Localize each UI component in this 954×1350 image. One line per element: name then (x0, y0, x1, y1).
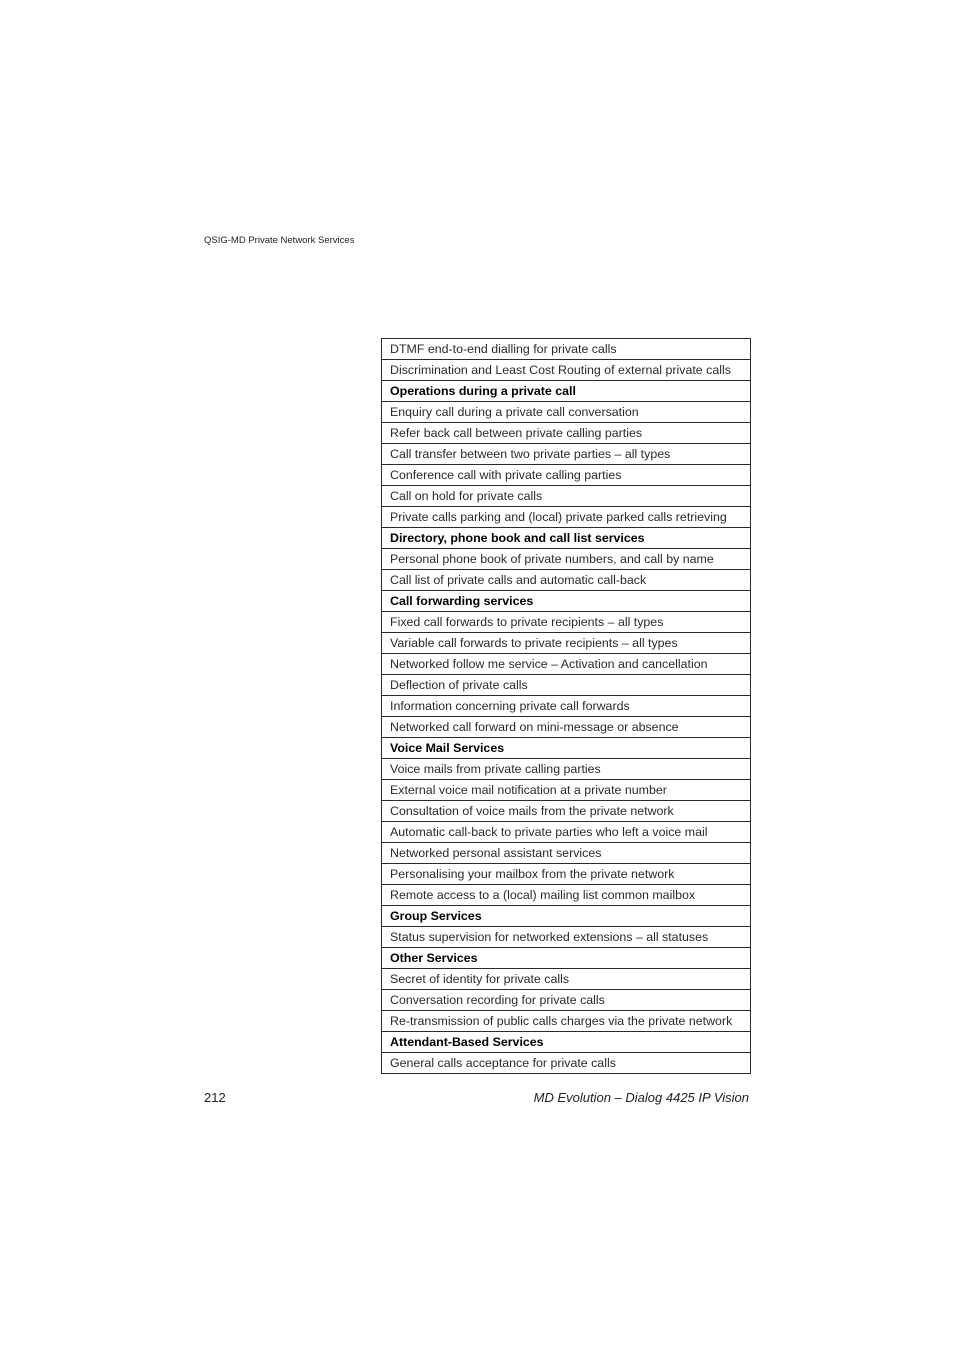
table-cell: Automatic call-back to private parties who left a voice mail (382, 822, 751, 843)
table-cell: Networked follow me service – Activation and cancellation (382, 654, 751, 675)
table-cell: Remote access to a (local) mailing list common mailbox (382, 885, 751, 906)
table-cell: Consultation of voice mails from the private network (382, 801, 751, 822)
table-cell: Variable call forwards to private recipients – all types (382, 633, 751, 654)
table-row (382, 717, 751, 738)
table-cell: Status supervision for networked extensions – all statuses (382, 927, 751, 948)
section-heading-row (382, 738, 751, 759)
table-cell: Call on hold for private calls (382, 486, 751, 507)
table-row (382, 1053, 751, 1074)
table-cell: Refer back call between private calling parties (382, 423, 751, 444)
table-row (382, 780, 751, 801)
table-row (382, 507, 751, 528)
table-cell: Personal phone book of private numbers, and call by name (382, 549, 751, 570)
table-cell: Call transfer between two private parties – all types (382, 444, 751, 465)
table-row (382, 486, 751, 507)
section-heading-cell: Operations during a private call (382, 381, 751, 402)
table-row (382, 801, 751, 822)
table-row (382, 423, 751, 444)
table-row (382, 864, 751, 885)
section-heading-cell: Attendant-Based Services (382, 1032, 751, 1053)
table-cell: Secret of identity for private calls (382, 969, 751, 990)
section-heading-cell: Voice Mail Services (382, 738, 751, 759)
page-number: 212 (204, 1090, 226, 1105)
table-row (382, 759, 751, 780)
section-heading-row (382, 906, 751, 927)
table-cell: Networked call forward on mini-message or absence (382, 717, 751, 738)
table-row (382, 885, 751, 906)
section-heading-cell: Directory, phone book and call list services (382, 528, 751, 549)
table-row (382, 969, 751, 990)
services-table-body (382, 339, 751, 1074)
table-row (382, 1011, 751, 1032)
table-cell: Voice mails from private calling parties (382, 759, 751, 780)
table-cell: Enquiry call during a private call conversation (382, 402, 751, 423)
section-heading-row (382, 528, 751, 549)
table-row (382, 402, 751, 423)
services-table (381, 338, 751, 1074)
table-row (382, 549, 751, 570)
section-heading-row (382, 591, 751, 612)
table-row (382, 654, 751, 675)
table-cell: Fixed call forwards to private recipients – all types (382, 612, 751, 633)
table-cell: Re-transmission of public calls charges via the private network (382, 1011, 751, 1032)
table-cell: Call list of private calls and automatic call-back (382, 570, 751, 591)
table-row (382, 990, 751, 1011)
section-heading-cell: Group Services (382, 906, 751, 927)
section-heading-cell: Other Services (382, 948, 751, 969)
running-header: QSIG-MD Private Network Services (204, 235, 355, 246)
table-row (382, 696, 751, 717)
table-row (382, 465, 751, 486)
section-heading-row (382, 381, 751, 402)
table-row (382, 633, 751, 654)
table-cell: DTMF end-to-end dialling for private calls (382, 339, 751, 360)
table-cell: Discrimination and Least Cost Routing of external private calls (382, 360, 751, 381)
table-row (382, 675, 751, 696)
table-cell: Private calls parking and (local) private parked calls retrieving (382, 507, 751, 528)
table-cell: Networked personal assistant services (382, 843, 751, 864)
table-row (382, 843, 751, 864)
table-cell: Deflection of private calls (382, 675, 751, 696)
footer-document-title: MD Evolution – Dialog 4425 IP Vision (533, 1090, 749, 1105)
table-row (382, 444, 751, 465)
table-cell: Conversation recording for private calls (382, 990, 751, 1011)
section-heading-row (382, 1032, 751, 1053)
section-heading-cell: Call forwarding services (382, 591, 751, 612)
table-row (382, 822, 751, 843)
table-row (382, 927, 751, 948)
table-row (382, 570, 751, 591)
table-row (382, 360, 751, 381)
table-row (382, 339, 751, 360)
section-heading-row (382, 948, 751, 969)
table-cell: Personalising your mailbox from the private network (382, 864, 751, 885)
table-cell: General calls acceptance for private calls (382, 1053, 751, 1074)
table-cell: Information concerning private call forwards (382, 696, 751, 717)
table-row (382, 612, 751, 633)
table-cell: Conference call with private calling parties (382, 465, 751, 486)
table-cell: External voice mail notification at a private number (382, 780, 751, 801)
